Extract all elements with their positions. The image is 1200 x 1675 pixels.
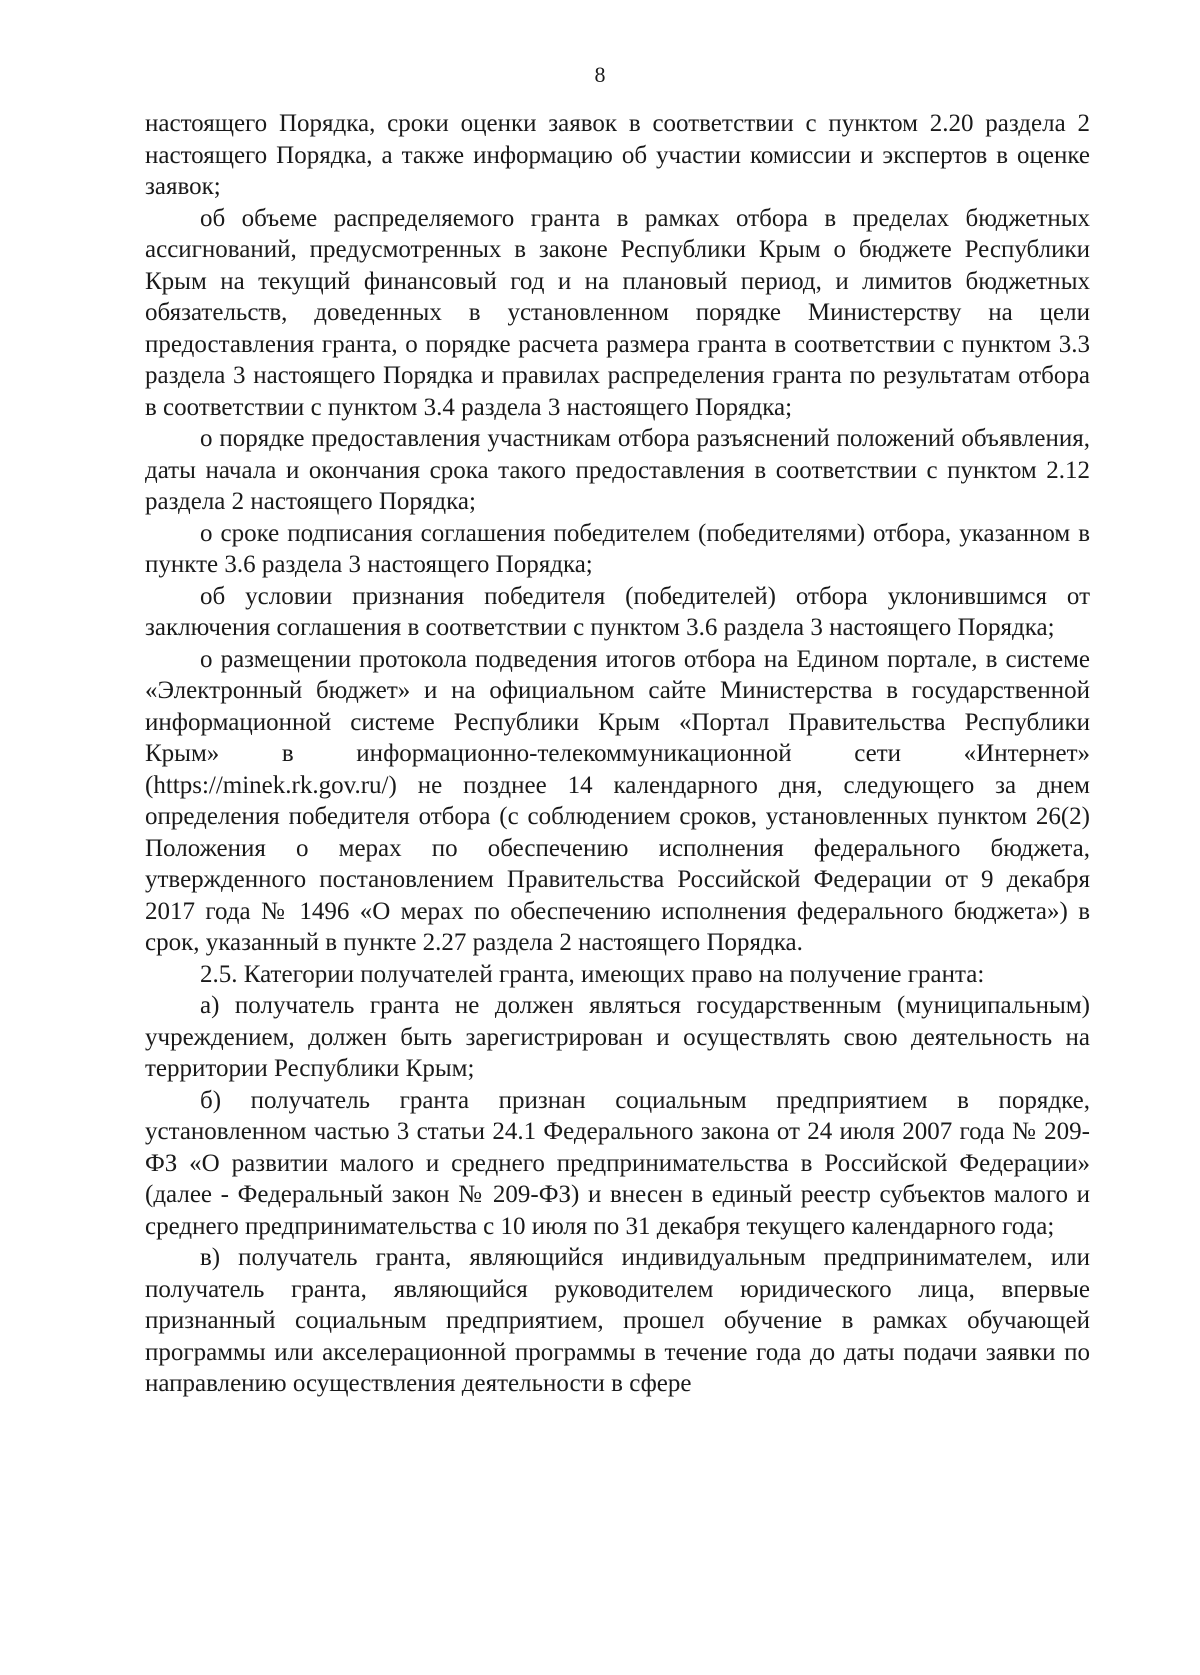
paragraph: о размещении протокола подведения итогов отбора на Едином портале, в системе «Электронный бюджет» и на официальном сайте Министерства в государственной информационной системе Республики Крым «Портал Правительства Республики Крым» в информационно-телекоммуникационной сети «Интернет» (https://minek.rk.gov.ru/) не позднее 14 календарного дня, следующего за днем определения победителя отбора (с соблюдением сроков, установленных пунктом 26(2) Положения о мерах по обеспечению исполнения федерального бюджета, утвержденного постановлением Правительства Российской Федерации от 9 декабря 2017 года № 1496 «О мерах по обеспечению исполнения федерального бюджета») в срок, указанный в пункте 2.27 раздела 2 настоящего Порядка. [145,645,1090,956]
paragraph: б) получатель гранта признан социальным предприятием в порядке, установленном частью 3 статьи 24.1 Федерального закона от 24 июля 2007 года № 209-ФЗ «О развитии малого и среднего предпринимательства в Российской Федерации» (далее - Федеральный закон № 209-ФЗ) и внесен в единый реестр субъектов малого и среднего предпринимательства с 10 июля по 31 декабря текущего календарного года; [145,1086,1090,1240]
paragraph: об объеме распределяемого гранта в рамках отбора в пределах бюджетных ассигнований, предусмотренных в законе Республики Крым о бюджете Республики Крым на текущий финансовый год и на плановый период, и лимитов бюджетных обязательств, доведенных в установленном порядке Министерству на цели предоставления гранта, о порядке расчета размера гранта в соответствии с пунктом 3.3 раздела 3 настоящего Порядка и правилах распределения гранта по результатам отбора в соответствии с пунктом 3.4 раздела 3 настоящего Порядка; [145,204,1090,421]
paragraph: а) получатель гранта не должен являться государственным (муниципальным) учреждением, должен быть зарегистрирован и осуществлять свою деятельность на территории Республики Крым; [145,992,1090,1082]
paragraph: о порядке предоставления участникам отбора разъяснений положений объявления, даты начала и окончания срока такого предоставления в соответствии с пунктом 2.12 раздела 2 настоящего Порядка; [145,425,1090,515]
paragraph: настоящего Порядка, сроки оценки заявок в соответствии с пунктом 2.20 раздела 2 настоящего Порядка, а также информацию об участии комиссии и экспертов в оценке заявок; [145,110,1090,200]
paragraph: 2.5. Категории получателей гранта, имеющих право на получение гранта: [200,960,985,988]
page-number: 8 [594,62,606,87]
paragraph: о сроке подписания соглашения победителем (победителями) отбора, указанном в пункте 3.6 раздела 3 настоящего Порядка; [145,519,1090,578]
document-body [145,108,1090,1400]
paragraph: об условии признания победителя (победителей) отбора уклонившимся от заключения соглашения в соответствии с пунктом 3.6 раздела 3 настоящего Порядка; [145,582,1090,641]
paragraph: в) получатель гранта, являющийся индивидуальным предпринимателем, или получатель гранта, являющийся руководителем юридического лица, впервые признанный социальным предприятием, прошел обучение в рамках обучающей программы или акселерационной программы в течение года до даты подачи заявки по направлению осуществления деятельности в сфере [145,1244,1090,1397]
